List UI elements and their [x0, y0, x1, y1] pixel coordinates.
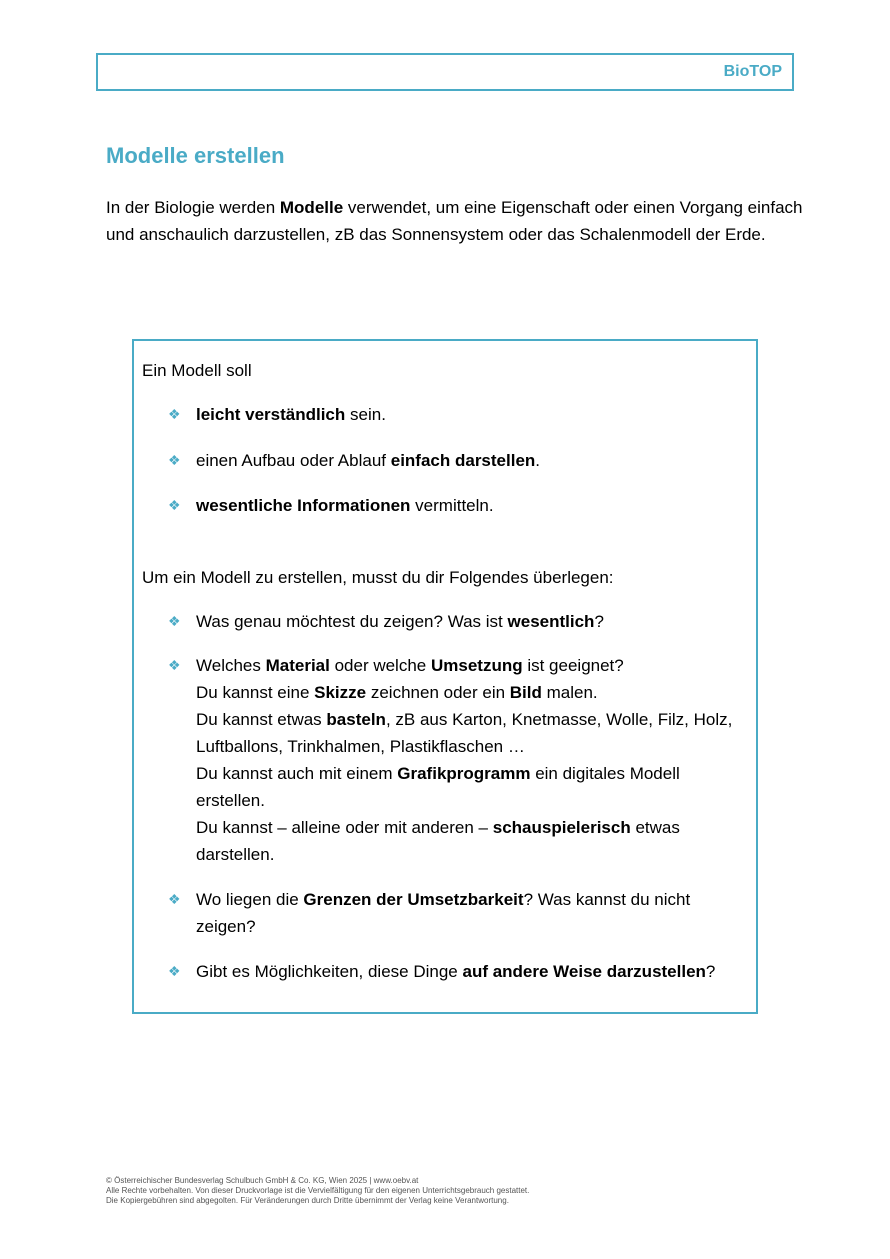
list-item	[196, 608, 736, 635]
intro-text: verwendet, um eine Eigenschaft oder einen Vorgang einfach und anschaulich darzustellen, zB das Sonnensystem oder das Schalenmodell der Erde.	[106, 198, 803, 244]
item-line	[196, 760, 736, 814]
item-line	[196, 706, 736, 760]
diamond-bullet-icon: ❖	[168, 891, 181, 907]
box-lead-2: Um ein Modell zu erstellen, musst du dir Folgendes überlegen:	[142, 568, 614, 587]
item-text: Wo liegen die	[196, 890, 304, 909]
item-text: malen.	[541, 683, 598, 702]
intro-text: In der Biologie werden	[106, 198, 280, 217]
footer-line: Alle Rechte vorbehalten. Von dieser Druckvorlage ist die Vervielfältigung für den eigenen Unterrichtsgebrauch gestattet.	[106, 1186, 530, 1195]
item-text: Du kannst auch mit einem	[196, 764, 398, 783]
item-text: , zB aus Karton, Knetmasse, Wolle, Filz, Holz, Luftballons, Trinkhalmen, Plastikflaschen …	[196, 710, 733, 756]
brand-label: BioTOP	[723, 63, 782, 80]
item-text: Du kannst etwas	[196, 710, 327, 729]
item-bold: schauspielerisch	[492, 818, 631, 837]
item-text: Was genau möchtest du zeigen? Was ist	[196, 612, 508, 631]
intro-bold: Modelle	[279, 198, 344, 217]
item-bold: wesentlich	[507, 612, 595, 631]
item-text: vermitteln.	[410, 496, 494, 515]
list-item	[196, 652, 736, 868]
item-text: ein digitales Modell erstellen.	[196, 764, 680, 810]
item-bold: basteln	[326, 710, 386, 729]
item-bold: einfach darstellen	[390, 451, 536, 470]
item-text: Du kannst eine	[196, 683, 315, 702]
header-bar	[96, 53, 794, 91]
item-text: ?	[594, 612, 604, 631]
item-bold: Grafikprogramm	[397, 764, 531, 783]
item-text: Gibt es Möglichkeiten, diese Dinge	[196, 962, 463, 981]
item-text: ist geeignet?	[522, 656, 624, 675]
info-box	[132, 339, 758, 1014]
item-text: Welches	[196, 656, 266, 675]
list-item	[196, 492, 736, 519]
item-line	[196, 679, 736, 706]
diamond-bullet-icon: ❖	[168, 497, 181, 513]
footer-line: © Österreichischer Bundesverlag Schulbuch GmbH & Co. KG, Wien 2025 | www.oebv.at	[106, 1176, 419, 1185]
item-bold: wesentliche Informationen	[196, 496, 411, 515]
item-bold: Grenzen der Umsetzbarkeit	[303, 890, 524, 909]
item-line	[196, 814, 736, 868]
item-line	[196, 652, 736, 679]
box-lead-1: Ein Modell soll	[142, 361, 252, 380]
item-text: .	[535, 451, 541, 470]
item-text: zeichnen oder ein	[366, 683, 510, 702]
item-bold: Material	[265, 656, 330, 675]
item-bold: leicht verständlich	[196, 405, 346, 424]
item-text: einen Aufbau oder Ablauf	[196, 451, 391, 470]
list-item	[196, 447, 736, 474]
item-text: Du kannst – alleine oder mit anderen –	[196, 818, 493, 837]
copyright-footer	[106, 1176, 529, 1206]
item-text: oder welche	[329, 656, 431, 675]
list-item	[196, 958, 736, 985]
list-item	[196, 886, 736, 940]
diamond-bullet-icon: ❖	[168, 963, 181, 979]
item-text: ? Was kannst du nicht zeigen?	[196, 890, 691, 936]
item-bold: auf andere Weise darzustellen	[462, 962, 706, 981]
diamond-bullet-icon: ❖	[168, 452, 181, 468]
item-bold: Skizze	[314, 683, 367, 702]
diamond-bullet-icon: ❖	[168, 406, 181, 422]
item-bold: Bild	[509, 683, 542, 702]
item-text: ?	[705, 962, 716, 981]
diamond-bullet-icon: ❖	[168, 657, 181, 673]
diamond-bullet-icon: ❖	[168, 613, 181, 629]
item-text: sein.	[345, 405, 386, 424]
list-item	[196, 401, 736, 428]
page-title: Modelle erstellen	[106, 143, 285, 168]
footer-line: Die Kopiergebühren sind abgegolten. Für Veränderungen durch Dritte übernimmt der Verlag keine Verantwortung.	[106, 1196, 509, 1205]
intro-paragraph	[106, 194, 806, 248]
item-text: etwas darstellen.	[196, 818, 680, 864]
item-bold: Umsetzung	[430, 656, 523, 675]
